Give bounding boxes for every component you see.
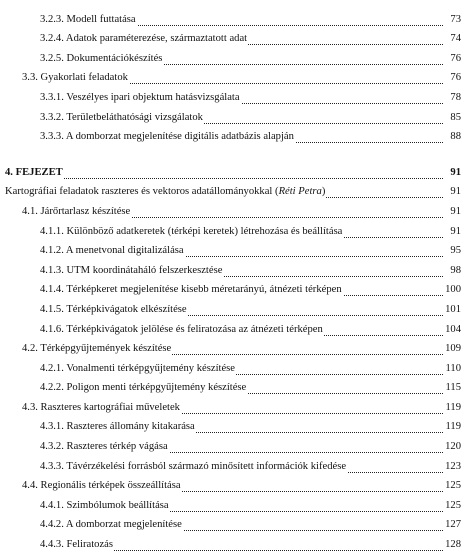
toc-entry-number: 4.	[5, 166, 13, 178]
toc-entry-number: 4.1.1.	[40, 225, 64, 237]
toc-entry-label	[40, 92, 241, 104]
toc-entry-label	[40, 304, 188, 316]
toc-entry-number: 4.3.	[22, 401, 38, 413]
toc-entry	[0, 242, 469, 262]
toc-entry-number: 3.2.4.	[40, 33, 64, 45]
toc-entry	[0, 516, 469, 536]
toc-entry-page-number: 115	[445, 382, 461, 394]
toc-entry-number: 4.4.3.	[40, 539, 64, 551]
toc-entry	[0, 108, 469, 128]
toc-entry-page-number: 85	[450, 111, 461, 123]
toc-entry-label	[40, 461, 347, 473]
toc-entry	[0, 163, 469, 183]
toc-entry-label	[40, 519, 183, 531]
toc-entry-label	[40, 112, 204, 124]
toc-entry-suffix: )	[321, 186, 326, 198]
toc-entry-page-number: 125	[445, 480, 461, 492]
toc-entry-number: 4.2.2.	[40, 382, 64, 394]
toc-entry-label	[22, 480, 182, 492]
toc-entry-page-number: 101	[445, 303, 461, 315]
toc-entry-page-number: 95	[450, 245, 461, 257]
toc-entry	[0, 30, 469, 50]
toc-entry-title: Raszteres térkép vágása	[66, 441, 168, 453]
toc-entry-label	[40, 421, 196, 433]
toc-entry-label	[40, 226, 343, 238]
toc-entry-page-number: 76	[450, 52, 461, 64]
toc-entry-number: 3.3.1.	[40, 91, 64, 103]
table-of-contents	[0, 10, 469, 555]
toc-entry-title: Raszteres kartográfiai műveletek	[40, 401, 180, 413]
toc-entry-page-number: 109	[445, 343, 461, 355]
toc-spacer	[0, 147, 469, 163]
toc-entry-author: Réti Petra	[278, 186, 322, 198]
toc-entry	[0, 300, 469, 320]
toc-entry-title: Gyakorlati feladatok	[40, 72, 128, 84]
toc-entry-label	[40, 14, 137, 26]
toc-entry-title: Veszélyes ipari objektum hatásvizsgálata	[66, 91, 240, 103]
toc-entry-label	[40, 245, 185, 257]
toc-entry-number: 4.1.	[22, 205, 38, 217]
toc-entry-title: Térképkivágatok elkészítése	[66, 303, 187, 315]
toc-entry-page-number: 119	[445, 401, 461, 413]
toc-entry-number: 4.1.4.	[40, 284, 64, 296]
toc-entry-number: 4.3.1.	[40, 421, 64, 433]
toc-entry	[0, 359, 469, 379]
toc-entry	[0, 261, 469, 281]
toc-entry	[0, 496, 469, 516]
toc-entry-title: Távérzékelési forrásból származó minősített információk kifedése	[66, 460, 347, 472]
toc-entry-title: Kartográfiai feladatok raszteres és vektoros adatállományokkal (	[5, 186, 279, 198]
toc-entry-number: 3.3.2.	[40, 111, 64, 123]
toc-entry-page-number: 125	[445, 499, 461, 511]
toc-entry-number: 4.4.2.	[40, 519, 64, 531]
toc-entry-number: 4.1.5.	[40, 303, 64, 315]
toc-entry-page-number: 88	[450, 131, 461, 143]
toc-entry-label	[40, 131, 295, 143]
toc-entry-label	[22, 343, 172, 355]
toc-entry	[0, 477, 469, 497]
toc-entry-title: Raszteres állomány kitakarása	[66, 421, 195, 433]
toc-entry-label	[22, 206, 131, 218]
toc-entry-title: Térképgyűjtemények készítése	[40, 343, 172, 355]
toc-entry-label	[22, 72, 129, 84]
toc-entry-page-number: 78	[450, 91, 461, 103]
toc-entry-title: Járőrtarlasz készítése	[40, 205, 131, 217]
toc-entry-label	[40, 363, 236, 375]
toc-entry-label	[40, 324, 324, 336]
toc-entry-title: FEJEZET	[15, 166, 63, 178]
toc-entry	[0, 398, 469, 418]
toc-entry-page-number: 120	[445, 441, 461, 453]
toc-entry-label	[5, 167, 64, 179]
toc-entry-title: Területbeláthatósági vizsgálatok	[66, 111, 203, 123]
toc-entry-label	[40, 500, 170, 512]
toc-entry-title: Különböző adatkeretek (térképi keretek) létrehozása és beállítása	[66, 225, 343, 237]
toc-entry	[0, 202, 469, 222]
toc-entry-page-number: 91	[450, 225, 461, 237]
toc-entry	[0, 418, 469, 438]
toc-entry	[0, 535, 469, 555]
toc-entry-title: Regionális térképek összeállítása	[40, 480, 181, 492]
toc-entry-number: 4.3.2.	[40, 441, 64, 453]
toc-entry-page-number: 123	[445, 460, 461, 472]
toc-entry-page-number: 104	[445, 323, 461, 335]
toc-entry-number: 4.1.3.	[40, 264, 64, 276]
toc-entry-page-number: 100	[445, 284, 461, 296]
toc-entry	[0, 49, 469, 69]
toc-entry-page-number: 128	[445, 539, 461, 551]
toc-entry-page-number: 91	[450, 186, 461, 198]
toc-entry-number: 3.3.	[22, 72, 38, 84]
toc-entry	[0, 88, 469, 108]
toc-entry	[0, 69, 469, 89]
toc-entry-page-number: 91	[450, 166, 461, 178]
toc-entry-title: A menetvonal digitalizálása	[65, 245, 184, 257]
toc-entry-title: Térképkivágatok jelölése és feliratozása az átnézeti térképen	[66, 323, 323, 335]
toc-entry-label	[40, 53, 163, 65]
toc-entry-number: 3.2.5.	[40, 52, 64, 64]
toc-entry-number: 4.4.1.	[40, 499, 64, 511]
toc-entry	[0, 320, 469, 340]
toc-entry-number: 4.1.6.	[40, 323, 64, 335]
toc-entry-label	[40, 382, 247, 394]
toc-entry-title: A domborzat megjelenítése digitális adatbázis alapján	[65, 131, 294, 143]
toc-entry-number: 3.3.3.	[40, 131, 64, 143]
toc-entry-page-number: 119	[445, 421, 461, 433]
toc-entry-page-number: 73	[450, 13, 461, 25]
toc-entry-number: 4.3.3.	[40, 460, 64, 472]
dot-leader	[5, 166, 443, 179]
toc-entry-title: A domborzat megjelenítése	[65, 519, 182, 531]
toc-entry-label	[40, 539, 114, 551]
toc-entry-label	[5, 186, 326, 198]
toc-entry-label	[40, 441, 169, 453]
toc-entry-title: Térképkeret megjelenítése kisebb méretarányú, átnézeti térképen	[66, 284, 342, 296]
toc-entry-title: Adatok paraméterezése, származtatott adat	[65, 33, 248, 45]
toc-entry-title: Modell futtatása	[66, 13, 136, 25]
toc-entry-title: Poligon menti térképgyűjtemény készítése	[66, 382, 247, 394]
toc-entry-number: 4.2.1.	[40, 362, 64, 374]
toc-entry	[0, 281, 469, 301]
toc-entry-label	[40, 33, 248, 45]
toc-entry	[0, 379, 469, 399]
toc-entry-title: UTM koordinátaháló felszerkesztése	[66, 264, 223, 276]
toc-entry-title: Feliratozás	[66, 539, 113, 551]
toc-entry	[0, 128, 469, 148]
toc-entry-title: Szimbólumok beállítása	[66, 499, 169, 511]
toc-entry-number: 4.1.2.	[40, 245, 64, 257]
toc-entry-page-number: 91	[450, 205, 461, 217]
toc-entry	[0, 457, 469, 477]
toc-entry-number: 4.4.	[22, 480, 38, 492]
toc-entry	[0, 437, 469, 457]
toc-entry-page-number: 110	[445, 362, 461, 374]
toc-entry	[0, 10, 469, 30]
toc-entry-number: 4.2.	[22, 343, 38, 355]
toc-entry-label	[40, 265, 223, 277]
toc-entry-page-number: 76	[450, 72, 461, 84]
toc-entry-page-number: 74	[450, 33, 461, 45]
toc-entry-title: Dokumentációkészítés	[66, 52, 163, 64]
toc-entry	[0, 183, 469, 203]
toc-entry-page-number: 98	[450, 264, 461, 276]
toc-entry-label	[40, 284, 343, 296]
toc-entry-number: 3.2.3.	[40, 13, 64, 25]
toc-entry-page-number: 127	[445, 519, 461, 531]
toc-entry	[0, 340, 469, 360]
toc-entry-label	[22, 402, 181, 414]
toc-entry-title: Vonalmenti térképgyűjtemény készítése	[66, 362, 235, 374]
toc-entry	[0, 222, 469, 242]
